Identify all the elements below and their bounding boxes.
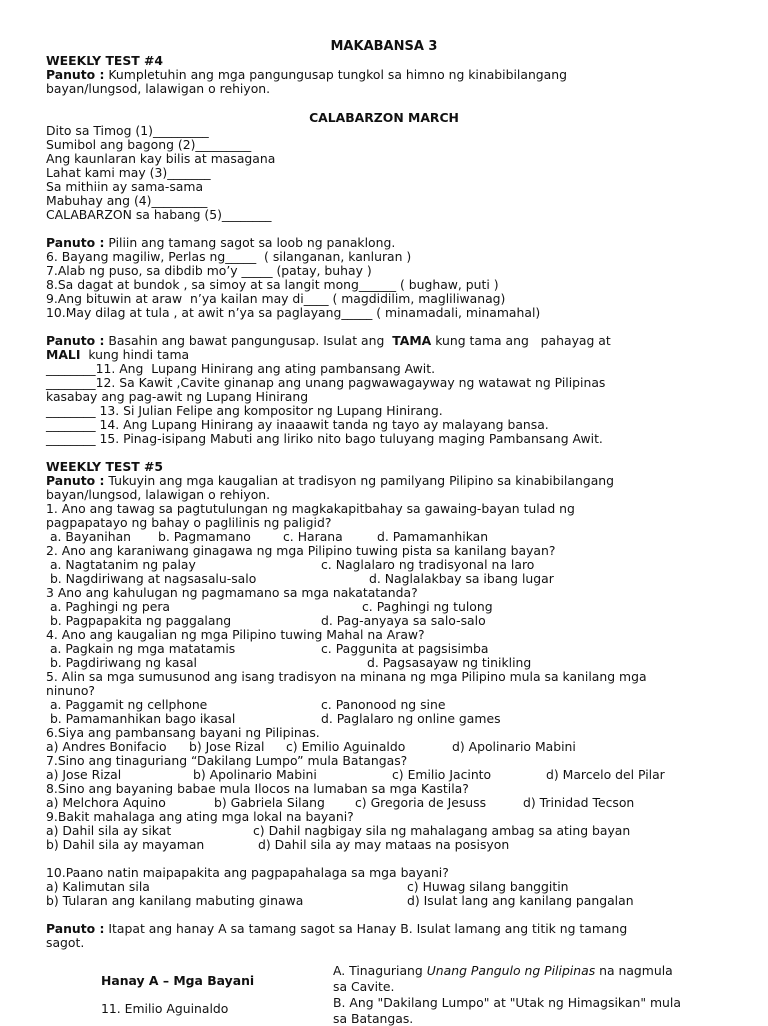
option: c. Panonood ng sine xyxy=(321,697,446,712)
panuto-3-text: kung hindi tama xyxy=(80,347,190,362)
page-title: MAKABANSA 3 xyxy=(330,39,438,54)
panuto-2-text: Piliin ang tamang sagot sa loob ng panaklong. xyxy=(104,235,396,250)
option: c. Naglalaro ng tradisyonal na laro xyxy=(321,557,535,572)
question-text: ninuno? xyxy=(46,683,96,698)
question-text: 7.Sino ang tinaguriang “Dakilang Lumpo” mula Batangas? xyxy=(46,753,408,768)
panuto-label: Panuto : xyxy=(46,473,105,488)
option: b. Pamamanhikan bago ikasal xyxy=(46,711,236,726)
option: a) Melchora Aquino xyxy=(46,795,166,810)
hanay-b-text: na nagmula xyxy=(595,963,673,978)
option: c) Dahil nagbigay sila ng mahalagang ambag sa ating bayan xyxy=(253,823,631,838)
hanay-a-item: 11. Emilio Aguinaldo xyxy=(101,1001,229,1016)
option: a) Kalimutan sila xyxy=(46,879,150,894)
panuto-3-text: kung tama ang pahayag at xyxy=(431,333,611,348)
tama-label: TAMA xyxy=(392,333,432,348)
option: d. Paglalaro ng online games xyxy=(321,711,501,726)
true-false-item: ________ 14. Ang Lupang Hinirang ay inaaawit tanda ng tayo ay malayang bansa. xyxy=(46,417,549,432)
option: d) Isulat lang ang kanilang pangalan xyxy=(407,893,634,908)
panuto-1-text: Kumpletuhin ang mga pangungusap tungkol sa himno ng kinabibilangang xyxy=(104,67,567,82)
panuto-3 xyxy=(46,334,611,348)
panuto-4-cont: bayan/lungsod, lalawigan o rehiyon. xyxy=(46,487,271,502)
question-item: 10.May dilag at tula , at awit n’ya sa paglayang_____ ( minamadali, minamahal) xyxy=(46,305,541,320)
lyric-line: Sumibol ang bagong (2)_________ xyxy=(46,137,252,152)
option: a) Dahil sila ay sikat xyxy=(46,823,172,838)
option: d. Pamamanhikan xyxy=(377,529,489,544)
panuto-5-cont: sagot. xyxy=(46,935,85,950)
option: b) Gabriela Silang xyxy=(214,795,325,810)
option: d. Naglalakbay sa ibang lugar xyxy=(369,571,554,586)
question-text: 8.Sino ang bayaning babae mula Ilocos na lumaban sa mga Kastila? xyxy=(46,781,469,796)
true-false-item-cont: kasabay ang pag-awit ng Lupang Hinirang xyxy=(46,389,309,404)
true-false-item: ________12. Sa Kawit ,Cavite ginanap ang unang pagwawagayway ng watawat ng Pilipinas xyxy=(46,375,606,390)
option: b) Jose Rizal xyxy=(189,739,265,754)
panuto-1 xyxy=(46,68,567,82)
weekly-test-5-heading: WEEKLY TEST #5 xyxy=(46,459,164,474)
option: d) Marcelo del Pilar xyxy=(546,767,665,782)
lyric-line: Mabuhay ang (4)_________ xyxy=(46,193,208,208)
option: c) Emilio Aguinaldo xyxy=(286,739,406,754)
option: a) Jose Rizal xyxy=(46,767,122,782)
question-item: 8.Sa dagat at bundok , sa simoy at sa langit mong______ ( bughaw, puti ) xyxy=(46,277,499,292)
option: a. Paggamit ng cellphone xyxy=(46,697,208,712)
lyric-line: Lahat kami may (3)_______ xyxy=(46,165,211,180)
hanay-b-text: A. Tinaguriang xyxy=(333,963,427,978)
question-text: 2. Ano ang karaniwang ginagawa ng mga Pilipino tuwing pista sa kanilang bayan? xyxy=(46,543,556,558)
panuto-1-cont: bayan/lungsod, lalawigan o rehiyon. xyxy=(46,81,271,96)
option: b. Nagdiriwang at nagsasalu-salo xyxy=(46,571,257,586)
panuto-3-text: Basahin ang bawat pangungusap. Isulat ang xyxy=(104,333,393,348)
option: a. Pagkain ng mga matatamis xyxy=(46,641,236,656)
mali-label: MALI xyxy=(46,347,81,362)
question-text: 1. Ano ang tawag sa pagtutulungan ng magkakapitbahay sa gawaing-bayan tulad ng xyxy=(46,501,575,516)
question-text: 6.Siya ang pambansang bayani ng Pilipinas. xyxy=(46,725,320,740)
hanay-b-item-cont: sa Cavite. xyxy=(333,979,395,994)
lyric-line: Sa mithiin ay sama-sama xyxy=(46,179,204,194)
option: b) Tularan ang kanilang mabuting ginawa xyxy=(46,893,304,908)
question-text: 3 Ano ang kahulugan ng pagmamano sa mga nakatatanda? xyxy=(46,585,418,600)
panuto-5 xyxy=(46,922,627,936)
panuto-label: Panuto : xyxy=(46,921,105,936)
question-item: 7.Alab ng puso, sa dibdib mo’y _____ (patay, buhay ) xyxy=(46,263,372,278)
question-item: 6. Bayang magiliw, Perlas ng_____ ( silanganan, kanluran ) xyxy=(46,249,412,264)
option: d) Apolinario Mabini xyxy=(452,739,576,754)
panuto-4-text: Tukuyin ang mga kaugalian at tradisyon ng pamilyang Pilipino sa kinabibilangang xyxy=(104,473,615,488)
option: b. Pagdiriwang ng kasal xyxy=(46,655,197,670)
lyric-line: Dito sa Timog (1)_________ xyxy=(46,123,209,138)
question-text: 10.Paano natin maipapakita ang pagpapahalaga sa mga bayani? xyxy=(46,865,449,880)
hanay-a-heading: Hanay A – Mga Bayani xyxy=(101,973,255,988)
option: a. Nagtatanim ng palay xyxy=(46,557,196,572)
hanay-b-item xyxy=(333,964,673,978)
option: c. Harana xyxy=(283,529,343,544)
weekly-test-4-heading: WEEKLY TEST #4 xyxy=(46,53,164,68)
question-text: 5. Alin sa mga sumusunod ang isang tradisyon na minana ng mga Pilipino mula sa kanilang mga xyxy=(46,669,647,684)
hanay-b-item: B. Ang "Dakilang Lumpo" at "Utak ng Himagsikan" mula xyxy=(333,995,681,1010)
option: b) Apolinario Mabini xyxy=(193,767,317,782)
option: d) Trinidad Tecson xyxy=(523,795,635,810)
question-text: 9.Bakit mahalaga ang ating mga lokal na bayani? xyxy=(46,809,354,824)
panuto-label: Panuto : xyxy=(46,333,105,348)
option: c) Huwag silang banggitin xyxy=(407,879,569,894)
option: c) Emilio Jacinto xyxy=(392,767,492,782)
true-false-item: ________11. Ang Lupang Hinirang ang ating pambansang Awit. xyxy=(46,361,436,376)
option: c. Paghingi ng tulong xyxy=(362,599,493,614)
option: d) Dahil sila ay may mataas na posisyon xyxy=(258,837,510,852)
option: c) Gregoria de Jesuss xyxy=(355,795,487,810)
panuto-3-cont xyxy=(46,348,189,362)
option: a. Bayanihan xyxy=(46,529,132,544)
question-item: 9.Ang bituwin at araw n’ya kailan may di____ ( magdidilim, magliliwanag) xyxy=(46,291,506,306)
panuto-2 xyxy=(46,236,395,250)
option: b. Pagmamano xyxy=(158,529,251,544)
option: c. Paggunita at pagsisimba xyxy=(321,641,489,656)
panuto-5-text: Itapat ang hanay A sa tamang sagot sa Hanay B. Isulat lamang ang titik ng tamang xyxy=(104,921,628,936)
question-text: pagpapatayo ng bahay o paglilinis ng paligid? xyxy=(46,515,332,530)
option: b) Dahil sila ay mayaman xyxy=(46,837,205,852)
option: a) Andres Bonifacio xyxy=(46,739,167,754)
march-title: CALABARZON MARCH xyxy=(309,110,459,125)
question-text: 4. Ano ang kaugalian ng mga Pilipino tuwing Mahal na Araw? xyxy=(46,627,425,642)
hanay-b-item-cont: sa Batangas. xyxy=(333,1011,414,1026)
option: d. Pagsasayaw ng tinikling xyxy=(367,655,532,670)
true-false-item: ________ 15. Pinag-isipang Mabuti ang liriko nito bago tuluyang maging Pambansang Awit. xyxy=(46,431,603,446)
panuto-label: Panuto : xyxy=(46,67,105,82)
true-false-item: ________ 13. Si Julian Felipe ang kompositor ng Lupang Hinirang. xyxy=(46,403,443,418)
option: b. Pagpapakita ng paggalang xyxy=(46,613,232,628)
panuto-4 xyxy=(46,474,614,488)
option: d. Pag-anyaya sa salo-salo xyxy=(321,613,486,628)
lyric-line: Ang kaunlaran kay bilis at masagana xyxy=(46,151,276,166)
panuto-label: Panuto : xyxy=(46,235,105,250)
option: a. Paghingi ng pera xyxy=(46,599,171,614)
lyric-line: CALABARZON sa habang (5)________ xyxy=(46,207,272,222)
hanay-b-emphasis: Unang Pangulo ng Pilipinas xyxy=(426,963,596,978)
